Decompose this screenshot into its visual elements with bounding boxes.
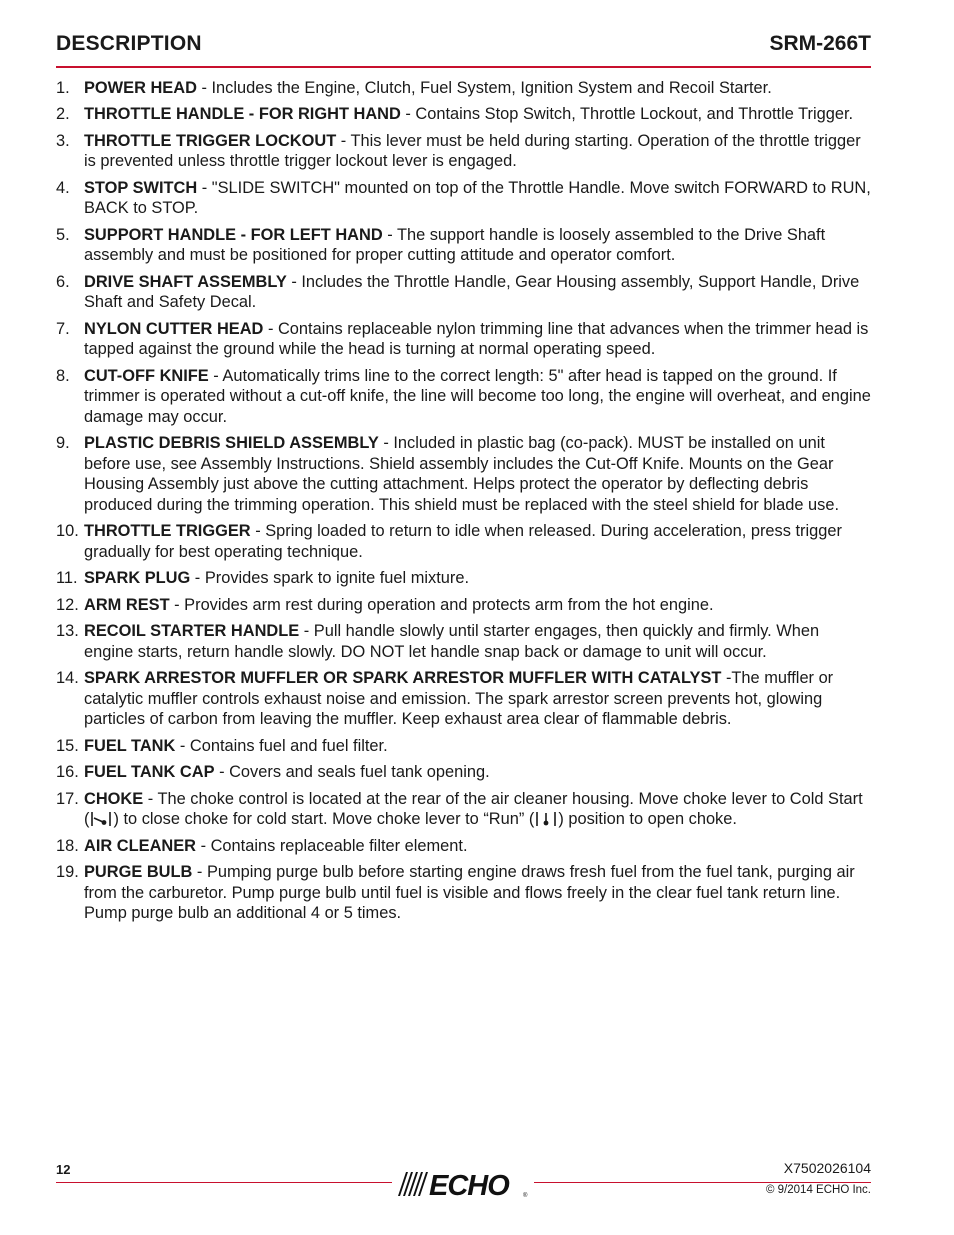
footer-rule-right [534, 1182, 871, 1183]
item-term: THROTTLE TRIGGER [84, 522, 251, 541]
item-description: - Includes the Throttle Handle, Gear Housing assembly, Support Handle, Drive Shaft and Safety Decal. [84, 272, 860, 312]
item-term: STOP SWITCH [84, 178, 198, 197]
item-description: - Provides spark to ignite fuel mixture. [190, 569, 470, 588]
item-number: 14. [56, 669, 79, 688]
item-number: 8. [56, 366, 70, 385]
list-item [56, 762, 871, 783]
item-number: 15. [56, 736, 79, 755]
list-item [56, 862, 871, 924]
item-description: - Covers and seals fuel tank opening. [214, 763, 490, 782]
item-term: DRIVE SHAFT ASSEMBLY [84, 272, 287, 291]
item-description: - The choke control is located at the rear of the air cleaner housing. Move choke lever to Cold Start ( [84, 789, 863, 829]
item-number: 3. [56, 131, 70, 150]
item-number: 5. [56, 225, 70, 244]
part-number: X7502026104 [783, 1160, 871, 1176]
list-item [56, 131, 871, 172]
item-term: CUT-OFF KNIFE [84, 366, 209, 385]
item-description: - Automatically trims line to the correct length: 5" after head is tapped on the ground. If trimmer is operated without a cut-off knife, the line will become too long, the engine will overheat, and engine damage may occur. [84, 366, 871, 426]
item-description: ) to close choke for cold start. Move choke lever to “Run” ( [113, 810, 535, 829]
item-number: 13. [56, 622, 79, 641]
list-item [56, 621, 871, 662]
page-number: 12 [56, 1162, 71, 1177]
list-item [56, 319, 871, 360]
choke-closed-icon [90, 810, 112, 828]
list-item [56, 736, 871, 757]
list-item [56, 225, 871, 266]
item-description: - Contains replaceable nylon trimming line that advances when the trimmer head is tapped against the ground while the head is turning at normal operating speed. [84, 319, 869, 359]
svg-text:ECHO: ECHO [429, 1170, 509, 1200]
list-item [56, 78, 871, 99]
list-item [56, 366, 871, 428]
item-number: 2. [56, 105, 70, 124]
item-term: RECOIL STARTER HANDLE [84, 622, 300, 641]
item-term: PLASTIC DEBRIS SHIELD ASSEMBLY [84, 434, 379, 453]
item-description: - Included in plastic bag (co-pack). MUST be installed on unit before use, see Assembly Instructions. Shield assembly includes the Cut-Off Knife. Mounts on the Gear Housing Assembly just above the cutting attachment. Helps protect the operator by deflecting debris produced during the trimming operation. This shield must be replaced with the steel shield for blade use. [84, 434, 840, 515]
model-name: SRM-266T [769, 32, 871, 55]
list-item [56, 272, 871, 313]
list-item [56, 521, 871, 562]
item-description: - This lever must be held during starting. Operation of the throttle trigger is prevented unless throttle trigger lockout lever is engaged. [84, 131, 861, 171]
item-number: 16. [56, 763, 79, 782]
item-term: SUPPORT HANDLE - FOR LEFT HAND [84, 225, 383, 244]
item-term: CHOKE [84, 789, 144, 808]
item-number: 11. [56, 569, 78, 588]
list-item [56, 668, 871, 730]
item-number: 12. [56, 595, 79, 614]
item-description: - Includes the Engine, Clutch, Fuel System, Ignition System and Recoil Starter. [196, 79, 772, 97]
item-term: SPARK ARRESTOR MUFFLER OR SPARK ARRESTOR MUFFLER WITH CATALYST [84, 669, 722, 688]
list-item [56, 568, 871, 589]
svg-text:®: ® [523, 1193, 528, 1199]
item-term: POWER HEAD [84, 79, 197, 97]
item-number: 17. [56, 789, 79, 808]
footer-rule-left [56, 1182, 392, 1183]
item-term: PURGE BULB [84, 862, 193, 881]
list-item [56, 178, 871, 219]
item-number: 18. [56, 836, 79, 855]
item-description: - Pumping purge bulb before starting engine draws fresh fuel from the fuel tank, purging air from the carburetor. Pump purge bulb until fuel is visible and flows freely in the clear fuel tank return line. Pump purge bulb an additional 4 or 5 times. [84, 862, 855, 923]
item-term: AIR CLEANER [84, 836, 197, 855]
echo-logo [392, 1166, 534, 1200]
item-term: FUEL TANK [84, 736, 176, 755]
item-description: - The support handle is loosely assembled to the Drive Shaft assembly and must be positioned for proper cutting attitude and operator comfort. [84, 225, 826, 265]
item-number: 7. [56, 319, 70, 338]
copyright: © 9/2014 ECHO Inc. [766, 1184, 871, 1196]
item-number: 1. [56, 79, 70, 97]
list-item [56, 789, 871, 830]
item-number: 10. [56, 522, 79, 541]
item-number: 6. [56, 272, 70, 291]
item-description: - Pull handle slowly until starter engages, then quickly and firmly. When engine starts, return handle slowly. DO NOT let handle snap back or damage to unit will occur. [84, 622, 820, 661]
item-description: - "SLIDE SWITCH" mounted on top of the Throttle Handle. Move switch FORWARD to RUN, BACK to STOP. [84, 178, 871, 218]
item-number: 9. [56, 434, 70, 453]
item-description: - Contains Stop Switch, Throttle Lockout, and Throttle Trigger. [400, 105, 854, 124]
section-title: DESCRIPTION [56, 32, 202, 55]
item-term: THROTTLE HANDLE - FOR RIGHT HAND [84, 105, 401, 124]
item-description: -The muffler or catalytic muffler controls exhaust noise and emission. The spark arrestor screen prevents hot, glowing particles of carbon from leaving the muffler. Keep exhaust area clear of flammable debris. [84, 669, 834, 729]
item-description: - Provides arm rest during operation and protects arm from the hot engine. [169, 595, 714, 614]
item-number: 4. [56, 178, 70, 197]
item-term: FUEL TANK CAP [84, 763, 215, 782]
item-description: - Contains fuel and fuel filter. [175, 736, 388, 755]
list-item [56, 433, 871, 515]
item-description: - Spring loaded to return to idle when released. During acceleration, press trigger gradually for best operating technique. [84, 522, 842, 562]
item-term: ARM REST [84, 595, 170, 614]
list-item [56, 836, 871, 857]
description-list [56, 78, 871, 930]
list-item [56, 595, 871, 616]
item-description: ) position to open choke. [558, 810, 737, 829]
item-description: - Contains replaceable filter element. [196, 836, 468, 855]
choke-open-icon [535, 810, 557, 828]
list-item [56, 104, 871, 125]
item-term: THROTTLE TRIGGER LOCKOUT [84, 131, 337, 150]
item-term: NYLON CUTTER HEAD [84, 319, 264, 338]
item-term: SPARK PLUG [84, 569, 191, 588]
item-number: 19. [56, 862, 79, 881]
page-header [56, 32, 871, 68]
